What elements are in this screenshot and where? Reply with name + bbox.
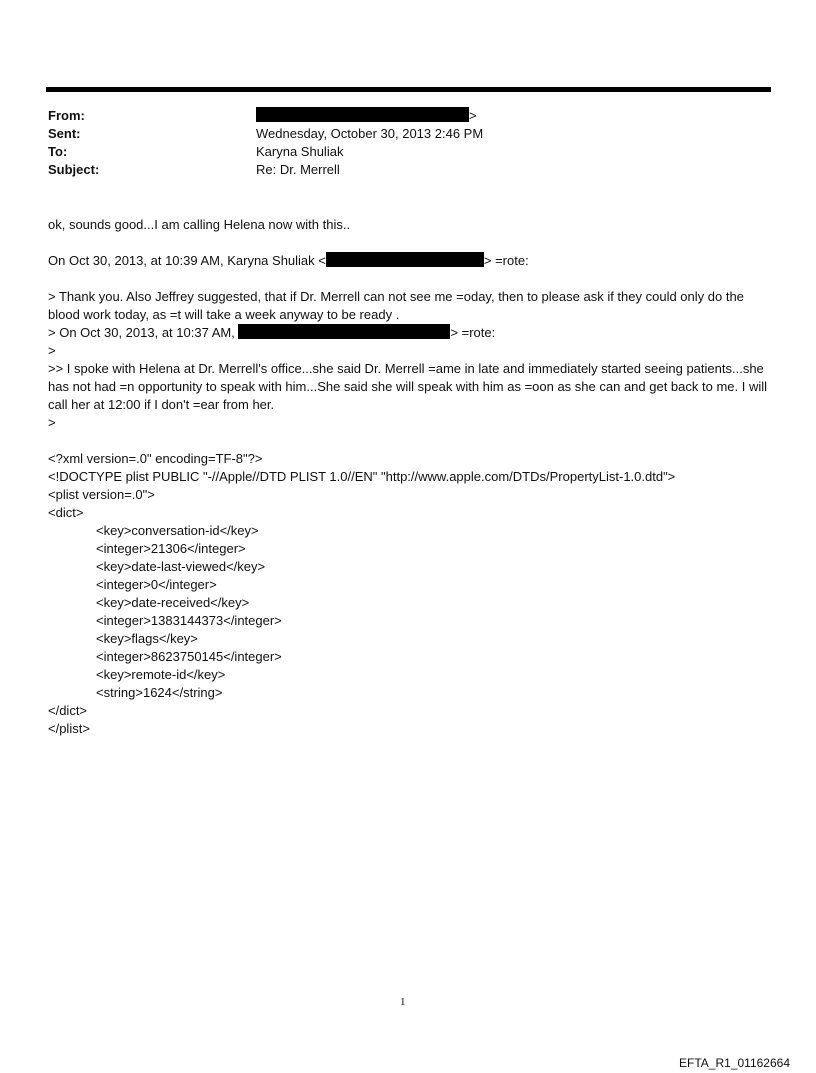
sent-row bbox=[48, 125, 484, 143]
to-label: To: bbox=[48, 144, 68, 159]
plist-entry: <integer>1383144373</integer> bbox=[96, 613, 282, 628]
header-rule bbox=[46, 87, 771, 92]
sent-value: Wednesday, October 30, 2013 2:46 PM bbox=[256, 126, 484, 141]
quote-2-tail: > =rote: bbox=[450, 325, 496, 340]
redaction-bar bbox=[256, 107, 469, 122]
body-line-2 bbox=[48, 252, 529, 270]
plist-open: <plist version=.0"> bbox=[48, 487, 155, 502]
plist-close: </plist> bbox=[48, 721, 90, 736]
redaction-bar bbox=[326, 252, 484, 267]
reply-intro: On Oct 30, 2013, at 10:39 AM, Karyna Shuliak < bbox=[48, 253, 326, 268]
plist-entry: <integer>8623750145</integer> bbox=[96, 649, 282, 664]
quote-2 bbox=[48, 324, 495, 342]
to-value: Karyna Shuliak bbox=[256, 144, 344, 159]
redaction-bar bbox=[238, 324, 450, 339]
from-tail: > bbox=[469, 108, 477, 123]
body-line-1: ok, sounds good...I am calling Helena now with this.. bbox=[48, 217, 351, 232]
from-value bbox=[256, 107, 477, 125]
subject-row bbox=[48, 161, 340, 179]
reply-tail: > =rote: bbox=[483, 253, 529, 268]
subject-label: Subject: bbox=[48, 162, 100, 177]
xml-decl: <?xml version=.0" encoding=TF-8"?> bbox=[48, 451, 263, 466]
plist-entry: <key>flags</key> bbox=[96, 631, 198, 646]
dict-open: <dict> bbox=[48, 505, 84, 520]
quote-4: >> I spoke with Helena at Dr. Merrell's office...she said Dr. Merrell =ame in late and immediately started seeing patients...she has not had =n opportunity to speak with him...She said she will speak with him as =oon as she can and get back to me. I will call her at 12:00 if I don't =ear from her. bbox=[48, 361, 768, 412]
plist-entry: <string>1624</string> bbox=[96, 685, 223, 700]
plist-entry: <integer>0</integer> bbox=[96, 577, 217, 592]
plist-entry: <integer>21306</integer> bbox=[96, 541, 246, 556]
quote-1: > Thank you. Also Jeffrey suggested, that if Dr. Merrell can not see me =oday, then to please ask if they could only do the blood work today, as =t will take a week anyway to be ready . bbox=[48, 289, 744, 322]
quote-3: > bbox=[48, 343, 56, 358]
from-row bbox=[48, 107, 477, 125]
quote-5: > bbox=[48, 415, 56, 430]
sent-label: Sent: bbox=[48, 126, 81, 141]
page-number: 1 bbox=[400, 996, 406, 1008]
document-id: EFTA_R1_01162664 bbox=[679, 1056, 790, 1070]
to-row bbox=[48, 143, 344, 161]
plist-entry: <key>conversation-id</key> bbox=[96, 523, 259, 538]
subject-value: Re: Dr. Merrell bbox=[256, 162, 340, 177]
quote-2-intro: > On Oct 30, 2013, at 10:37 AM, bbox=[48, 325, 235, 340]
xml-doctype: <!DOCTYPE plist PUBLIC "-//Apple//DTD PLIST 1.0//EN" "http://www.apple.com/DTDs/PropertyList-1.0.dtd"> bbox=[48, 469, 676, 484]
plist-entry: <key>remote-id</key> bbox=[96, 667, 226, 682]
from-label: From: bbox=[48, 108, 85, 123]
plist-entry: <key>date-last-viewed</key> bbox=[96, 559, 266, 574]
plist-entry: <key>date-received</key> bbox=[96, 595, 250, 610]
dict-close: </dict> bbox=[48, 703, 88, 718]
